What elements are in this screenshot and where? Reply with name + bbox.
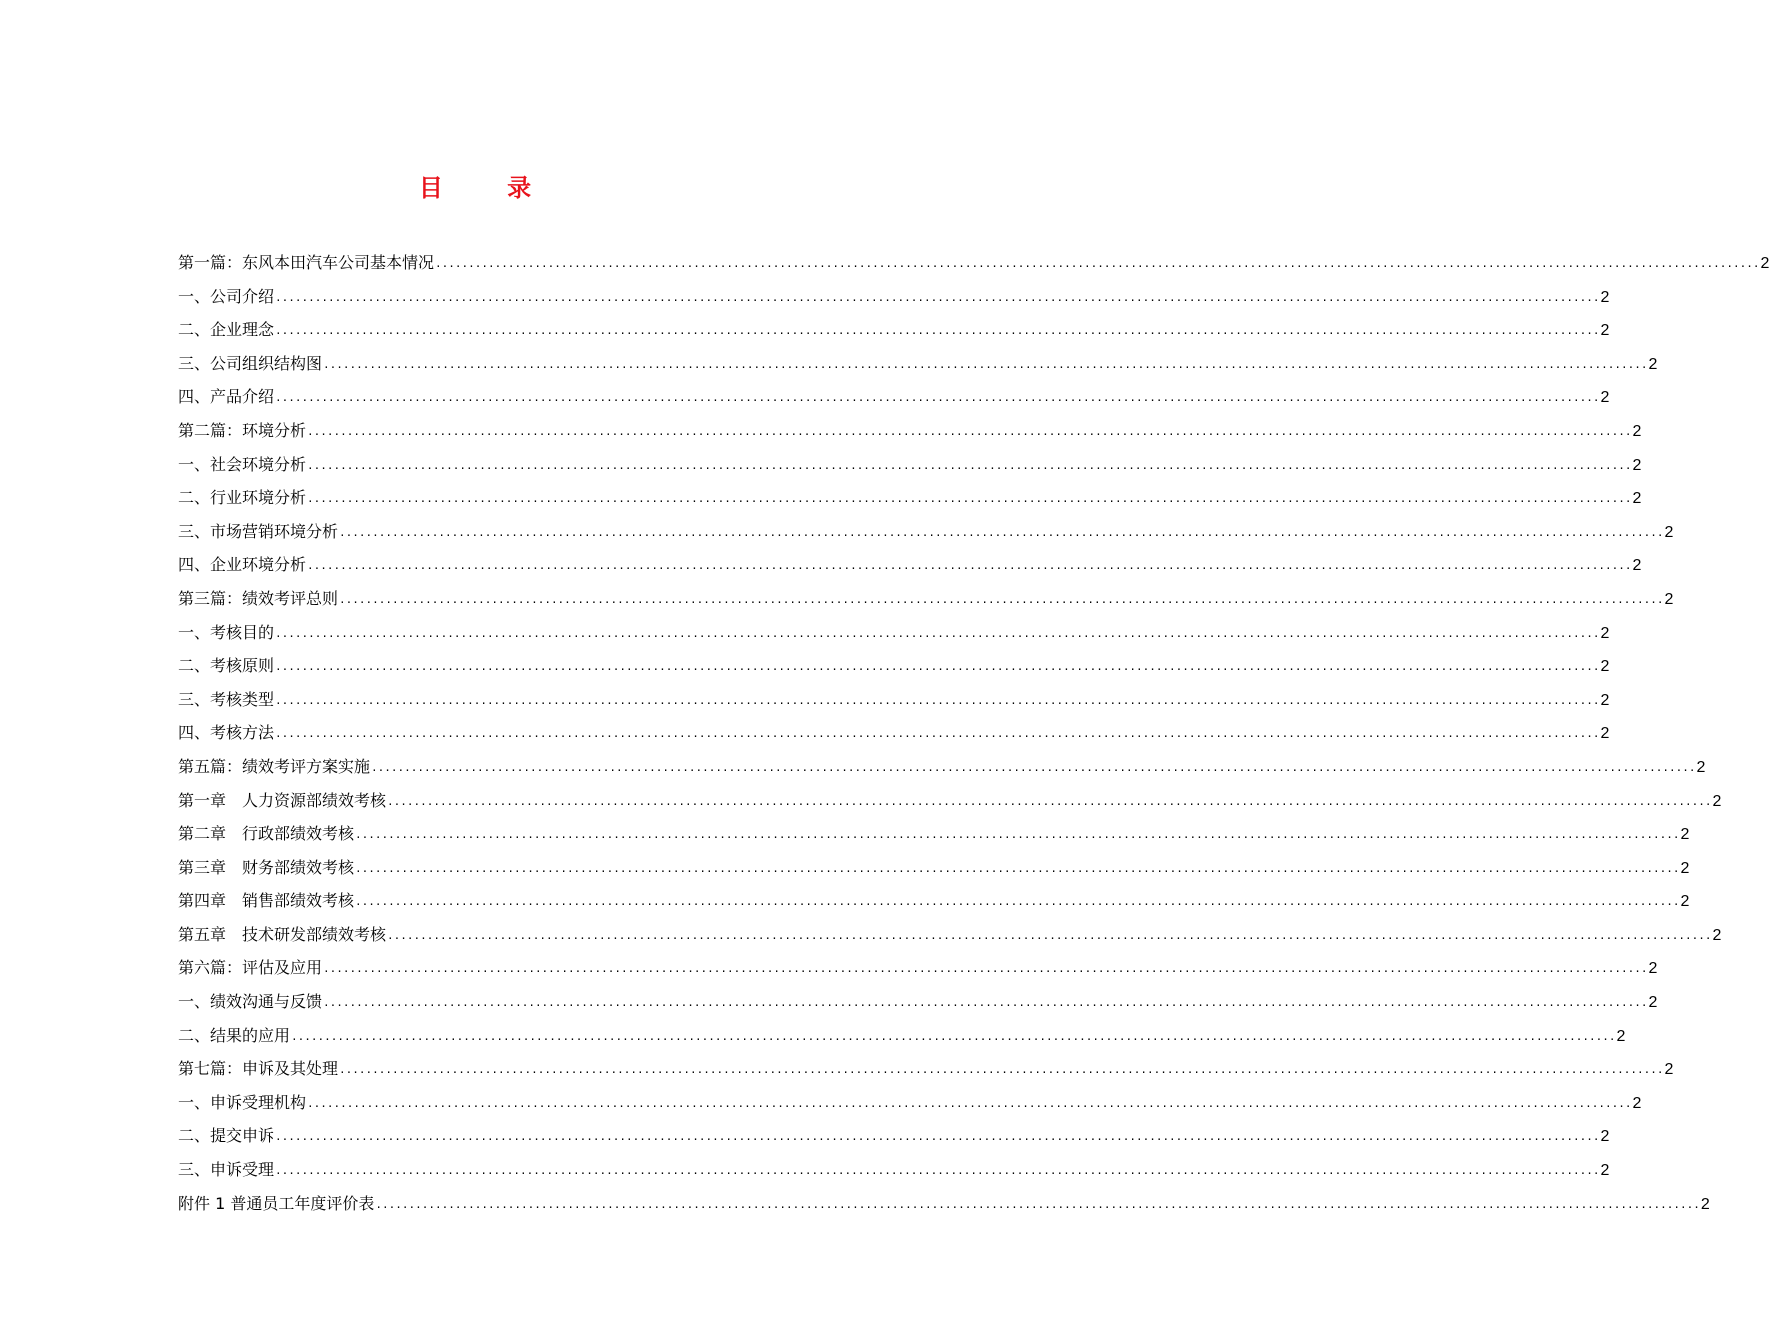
toc-dot-leader: ........................................................................................................................................................................................................ [355,861,1680,875]
toc-dot-leader: ........................................................................................................................................................................................................ [275,324,1600,338]
toc-entry-label: 第一章 人力资源部绩效考核 [178,790,387,810]
toc-entry-label: 三、公司组织结构图 [178,353,323,373]
toc-dot-leader: ........................................................................................................................................................................................................ [323,962,1648,976]
toc-dot-leader: ........................................................................................................................................................................................................ [275,727,1600,741]
toc-dot-leader: ........................................................................................................................................................................................................ [375,1197,1700,1211]
toc-entry[interactable] [178,1187,1710,1221]
toc-entry-label: 二、考核原则 [178,656,275,676]
toc-entry[interactable] [178,380,1610,414]
toc-entry-label: 一、绩效沟通与反馈 [178,992,323,1012]
toc-entry-page-number: 2 [1700,1195,1710,1213]
toc-entry-label: 第二章 行政部绩效考核 [178,824,355,844]
toc-entry[interactable] [178,1052,1674,1086]
toc-entry-page-number: 2 [1600,725,1610,743]
toc-entry-label: 第五篇：绩效考评方案实施 [178,756,371,776]
toc-entry-page-number: 2 [1696,758,1706,776]
toc-dot-leader: ........................................................................................................................................................................................................ [275,1164,1600,1178]
toc-entry-label: 一、社会环境分析 [178,454,307,474]
toc-entry-page-number: 2 [1712,926,1722,944]
toc-entry-page-number: 2 [1600,691,1610,709]
toc-dot-leader: ........................................................................................................................................................................................................ [339,1063,1664,1077]
toc-entry-label: 第七篇：申诉及其处理 [178,1059,339,1079]
toc-entry[interactable] [178,582,1674,616]
toc-dot-leader: ........................................................................................................................................................................................................ [291,1029,1616,1043]
toc-entry-page-number: 2 [1664,590,1674,608]
toc-entry-page-number: 2 [1600,389,1610,407]
toc-entry[interactable] [178,246,1769,280]
toc-entry-label: 第六篇：评估及应用 [178,958,323,978]
toc-entry[interactable] [178,817,1690,851]
toc-entry-label: 一、申诉受理机构 [178,1092,307,1112]
toc-dot-leader: ........................................................................................................................................................................................................ [307,458,1632,472]
toc-entry-label: 一、考核目的 [178,622,275,642]
toc-entry-page-number: 2 [1680,826,1690,844]
toc-entry-page-number: 2 [1680,893,1690,911]
toc-entry-label: 一、公司介绍 [178,286,275,306]
toc-entry-label: 三、市场营销环境分析 [178,521,339,541]
toc-dot-leader: ........................................................................................................................................................................................................ [275,660,1600,674]
toc-entry-page-number: 2 [1648,960,1658,978]
toc-entry[interactable] [178,884,1690,918]
toc-entry[interactable] [178,951,1658,985]
toc-entry-page-number: 2 [1600,288,1610,306]
toc-entry-label: 第二篇：环境分析 [178,420,307,440]
toc-entry-page-number: 2 [1600,624,1610,642]
toc-entry[interactable] [178,313,1610,347]
toc-entry[interactable] [178,1019,1626,1053]
toc-entry-page-number: 2 [1680,859,1690,877]
toc-entry-page-number: 2 [1600,658,1610,676]
toc-entry[interactable] [178,448,1642,482]
toc-entry[interactable] [178,548,1642,582]
toc-entry-label: 第一篇：东风本田汽车公司基本情况 [178,253,435,272]
toc-dot-leader: ........................................................................................................................................................................................................ [275,290,1600,304]
toc-entry-label: 二、提交申诉 [178,1126,275,1146]
toc-entry[interactable] [178,280,1610,314]
toc-entry[interactable] [178,918,1722,952]
toc-dot-leader: ........................................................................................................................................................................................................ [323,996,1648,1010]
toc-entry-label: 附件 1 普通员工年度评价表 [178,1193,375,1213]
toc-entry-page-number: 2 [1664,523,1674,541]
toc-dot-leader: ........................................................................................................................................................................................................ [275,626,1600,640]
toc-entry-label: 三、考核类型 [178,689,275,709]
toc-dot-leader: ........................................................................................................................................................................................................ [387,928,1712,942]
toc-entry-label: 第三篇：绩效考评总则 [178,588,339,608]
toc-dot-leader: ........................................................................................................................................................................................................ [275,693,1600,707]
toc-entry-label: 三、申诉受理 [178,1160,275,1180]
toc-entry-page-number: 2 [1648,355,1658,373]
page-title: 目 录 [418,174,560,202]
toc-entry[interactable] [178,1119,1610,1153]
toc-entry[interactable] [178,985,1658,1019]
toc-entry-page-number: 2 [1712,792,1722,810]
toc-entry-label: 二、企业理念 [178,320,275,340]
toc-entry-label: 四、考核方法 [178,723,275,743]
toc-entry[interactable] [178,414,1642,448]
toc-entry-label: 四、产品介绍 [178,387,275,407]
toc-dot-leader: ........................................................................................................................................................................................................ [275,391,1600,405]
toc-entry-page-number: 2 [1632,456,1642,474]
toc-entry-page-number: 2 [1648,994,1658,1012]
toc-entry-page-number: 2 [1760,255,1769,272]
toc-entry-label: 四、企业环境分析 [178,555,307,575]
toc-dot-leader: ........................................................................................................................................................................................................ [435,257,1760,270]
toc-entry-page-number: 2 [1632,490,1642,508]
toc-entry-page-number: 2 [1616,1027,1626,1045]
toc-entry[interactable] [178,851,1690,885]
toc-dot-leader: ........................................................................................................................................................................................................ [307,424,1632,438]
toc-dot-leader: ........................................................................................................................................................................................................ [339,592,1664,606]
toc-entry-label: 二、行业环境分析 [178,488,307,508]
toc-entry-label: 二、结果的应用 [178,1025,291,1045]
toc-entry-page-number: 2 [1600,1128,1610,1146]
toc-entry[interactable] [178,616,1610,650]
toc-dot-leader: ........................................................................................................................................................................................................ [355,828,1680,842]
toc-dot-leader: ........................................................................................................................................................................................................ [275,1130,1600,1144]
toc-dot-leader: ........................................................................................................................................................................................................ [355,895,1680,909]
toc-dot-leader: ........................................................................................................................................................................................................ [339,525,1664,539]
toc-dot-leader: ........................................................................................................................................................................................................ [371,760,1696,774]
toc-entry-page-number: 2 [1600,1162,1610,1180]
toc-entry-label: 第三章 财务部绩效考核 [178,857,355,877]
toc-dot-leader: ........................................................................................................................................................................................................ [307,1096,1632,1110]
toc-dot-leader: ........................................................................................................................................................................................................ [387,794,1712,808]
toc-entry-label: 第四章 销售部绩效考核 [178,891,355,911]
toc-entry[interactable] [178,515,1674,549]
toc-entry-label: 第五章 技术研发部绩效考核 [178,924,387,944]
toc-entry[interactable] [178,649,1610,683]
toc-entry[interactable] [178,1153,1610,1187]
toc-entry[interactable] [178,481,1642,515]
toc-dot-leader: ........................................................................................................................................................................................................ [307,559,1632,573]
toc-entry-page-number: 2 [1632,1094,1642,1112]
toc-entry[interactable] [178,347,1658,381]
toc-entry[interactable] [178,683,1610,717]
toc-dot-leader: ........................................................................................................................................................................................................ [323,357,1648,371]
toc-entry[interactable] [178,716,1610,750]
toc-entry-page-number: 2 [1632,422,1642,440]
table-of-contents [178,246,1769,1220]
toc-entry[interactable] [178,784,1722,818]
toc-entry[interactable] [178,1086,1642,1120]
toc-entry-page-number: 2 [1632,557,1642,575]
toc-entry-page-number: 2 [1600,322,1610,340]
toc-dot-leader: ........................................................................................................................................................................................................ [307,492,1632,506]
toc-entry[interactable] [178,750,1706,784]
toc-entry-page-number: 2 [1664,1061,1674,1079]
